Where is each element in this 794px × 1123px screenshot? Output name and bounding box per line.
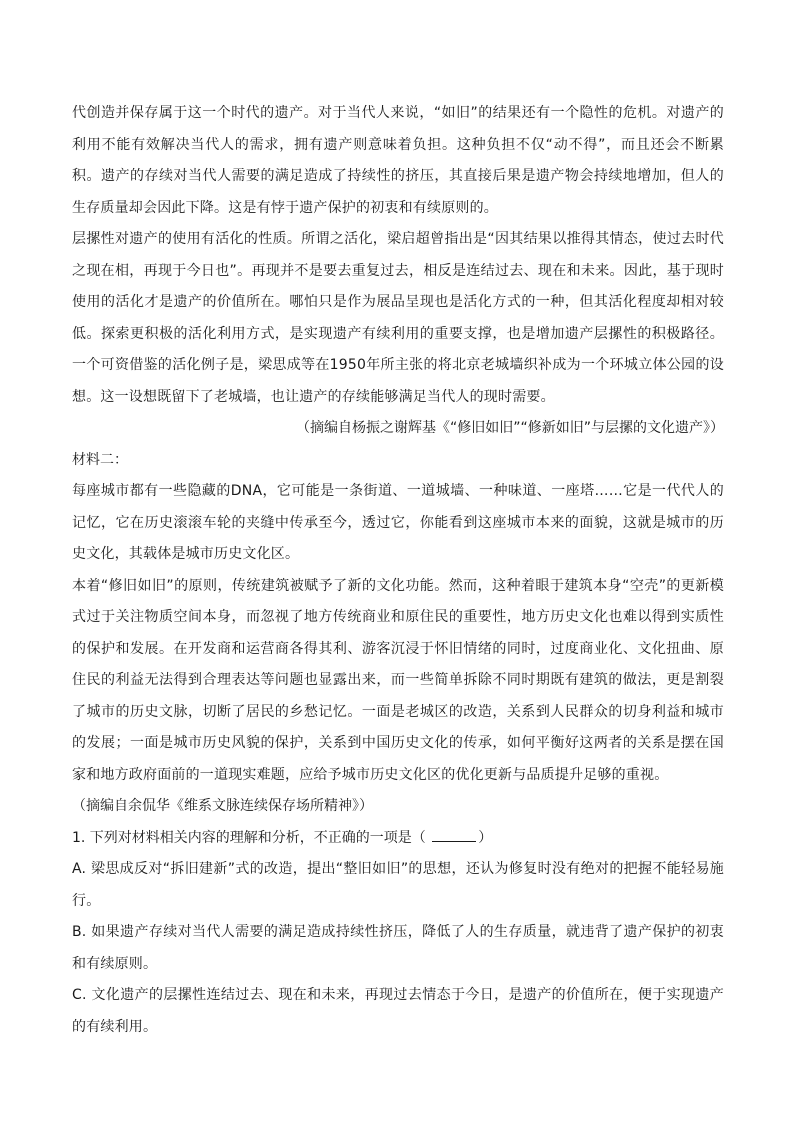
question-stem xyxy=(72,823,724,855)
option-c: C. 文化遗产的层摞性连结过去、现在和未来，再现过去情态于今日，是遗产的价值所在，便于实现遗产的有续利用。 xyxy=(72,987,724,1035)
option-a: A. 梁思成反对“拆旧建新”式的改造，提出“整旧如旧”的思想，还认为修复时没有绝对的把握不能轻易施行。 xyxy=(72,861,724,909)
option-b: B. 如果遗产存续对当代人需要的满足造成持续性挤压，降低了人的生存质量，就违背了遗产保护的初衷和有续原则。 xyxy=(72,924,724,972)
paragraph-heritage-burden: 代创造并保存属于这一个时代的遗产。对于当代人来说，“如旧”的结果还有一个隐性的危机。对遗产的利用不能有效解决当代人的需求，拥有遗产则意味着负担。这种负担不仅“动不得”，而且还会不断累积。遗产的存续对当代人需要的满足造成了持续性的挤压，其直接后果是遗产物会持续地增加，但人的生存质量却会因此下降。这是有悖于遗产保护的初衷和有续原则的。 xyxy=(72,105,724,216)
material-two-heading: 材料二： xyxy=(72,451,128,468)
paragraph-layering-activation: 层摞性对遗产的使用有活化的性质。所谓之活化，梁启超曾指出是“因其结果以推得其情态，使过去时代之现在相，再现于今日也”。再现并不是要去重复过去，相反是连结过去、现在和未来。因此，基于现时使用的活化才是遗产的价值所在。哪怕只是作为展品呈现也是活化方式的一种，但其活化程度却相对较低。探索更积极的活化利用方式，是实现遗产有续利用的重要支撑，也是增加遗产层摞性的积极路径。一个可资借鉴的活化例子是，梁思成等在1950年所主张的将北京老城墙织补成为一个环城立体公园的设想。这一设想既留下了老城墙，也让遗产的存续能够满足当代人的现时需要。 xyxy=(72,231,724,405)
question-stem-text: 1. 下列对材料相关内容的理解和分析，不正确的一项是（ xyxy=(72,829,431,846)
paragraph-city-dna: 每座城市都有一些隐藏的DNA，它可能是一条街道、一道城墙、一种味道、一座塔……它是一代代人的记忆，它在历史滚滚车轮的夹缝中传承至今，透过它，你能看到这座城市本来的面貌，这就是城市的历史文化，其载体是城市历史文化区。 xyxy=(72,483,724,562)
source-citation-one: （摘编自杨振之谢辉基《“修旧如旧”“修新如旧”与层摞的文化遗产》） xyxy=(295,420,724,436)
paragraph-renewal-model: 本着“修旧如旧”的原则，传统建筑被赋予了新的文化功能。然而，这种着眼于建筑本身“空壳”的更新模式过于关注物质空间本身，而忽视了地方传统商业和原住民的重要性，地方历史文化也难以得到实质性的保护和发展。在开发商和运营商各得其利、游客沉浸于怀旧情绪的同时，过度商业化、文化扭曲、原住民的利益无法得到合理表达等问题也显露出来，而一些简单拆除不同时期既有建筑的做法，更是割裂了城市的历史文脉，切断了居民的乡愁记忆。一面是老城区的改造，关系到人民群众的切身利益和城市的发展；一面是城市历史风貌的保护，关系到中国历史文化的传承，如何平衡好这两者的关系是摆在国家和地方政府面前的一道现实难题，应给予城市历史文化区的优化更新与品质提升足够的重视。 xyxy=(72,577,724,783)
answer-blank[interactable] xyxy=(432,827,476,842)
document-page xyxy=(72,98,724,1043)
source-citation-two: （摘编自余侃华《维系文脉连续保存场所精神》） xyxy=(72,798,373,814)
question-stem-close: ） xyxy=(478,829,493,846)
